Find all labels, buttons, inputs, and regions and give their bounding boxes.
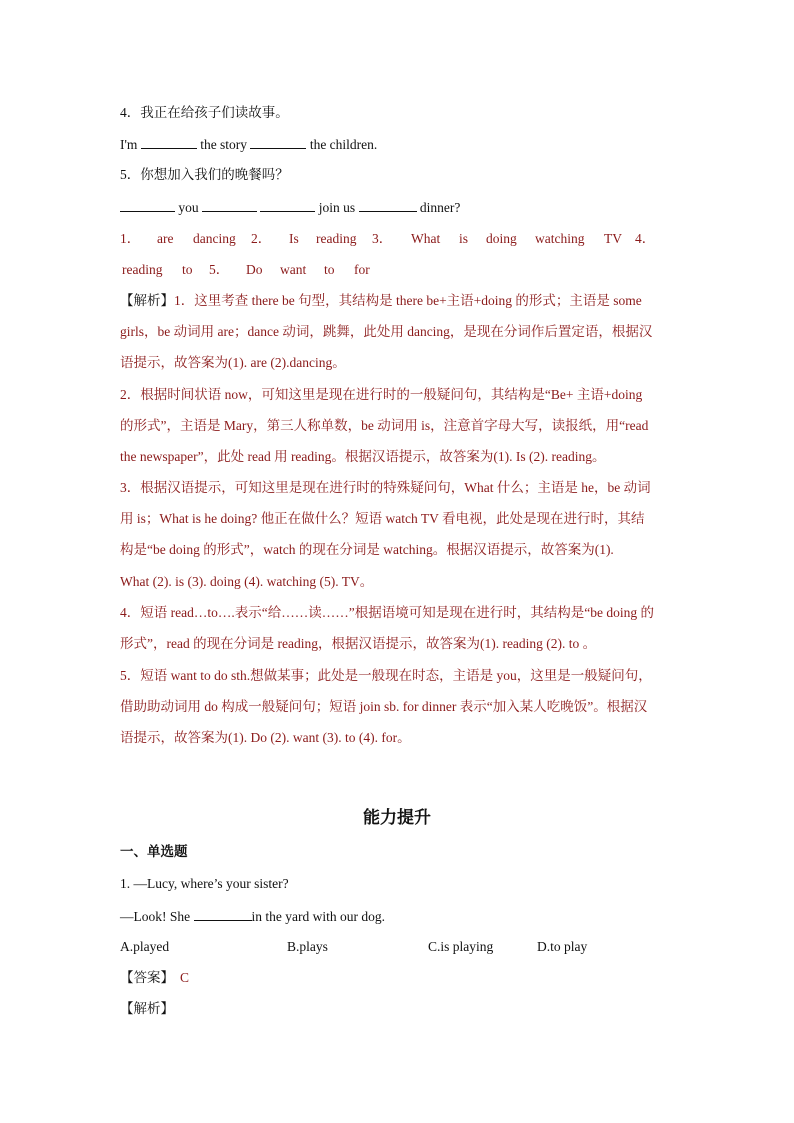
analysis-line: 语提示，故答案为(1). are (2).dancing。 [120, 355, 346, 370]
q5-chinese: 5．你想加入我们的晚餐吗？ [120, 167, 289, 182]
blank[interactable] [359, 199, 417, 212]
analysis-line: girls，be 动词用 are；dance 动词，跳舞，此处用 dancing，是现在分词作后置定语，根据汉 [120, 324, 653, 339]
analysis-line: 5．短语 want to do sth.想做某事；此处是一般现在时态，主语是 you，这里是一般疑问句， [120, 668, 652, 683]
answer-label: 【答案】 [120, 970, 174, 985]
mcq-dialogue: —Look! She in the yard with our dog. [120, 909, 385, 924]
analysis-line: What (2). is (3). doing (4). watching (5). TV。 [120, 574, 374, 589]
option-c[interactable]: C.is playing [428, 939, 494, 954]
mcq-question: 1. —Lucy, where’s your sister? [120, 876, 289, 891]
analysis-label: 【解析】 [120, 293, 174, 308]
analysis-line: 4．短语 read…to….表示“给……读……”根据语境可知是现在进行时，其结构是“be doing 的 [120, 605, 654, 620]
blank[interactable] [250, 136, 306, 149]
q4-english: I'm the story the children. [120, 137, 378, 152]
option-d[interactable]: D.to play [537, 939, 588, 954]
analysis-line: 用 is；What is he doing? 他正在做什么？短语 watch TV 看电视，此处是现在进行时，其结 [120, 511, 645, 526]
blank[interactable] [260, 199, 315, 212]
blank[interactable] [194, 908, 252, 921]
section-subtitle: 一、单选题 [120, 844, 188, 859]
analysis-line: 3．根据汉语提示，可知这里是现在进行时的特殊疑问句，What 什么；主语是 he，be 动词 [120, 480, 651, 495]
analysis-line: 【解析】1．这里考查 there be 句型，其结构是 there be+主语+doing 的形式；主语是 some [120, 293, 642, 308]
answer-value: C [180, 970, 190, 985]
blank[interactable] [202, 199, 257, 212]
option-a[interactable]: A.played [120, 939, 170, 954]
mcq-answer [120, 970, 189, 986]
analysis-line: 的形式”，主语是 Mary，第三人称单数，be 动词用 is，注意首字母大写，读报纸，用“read [120, 418, 649, 433]
analysis-line: 2．根据时间状语 now，可知这里是现在进行时的一般疑问句，其结构是“Be+ 主语+doing [120, 387, 643, 402]
analysis-line: 形式”，read 的现在分词是 reading，根据汉语提示，故答案为(1). reading (2). to 。 [120, 636, 597, 651]
option-b[interactable]: B.plays [287, 939, 328, 954]
mcq-analysis-label: 【解析】 [120, 1001, 174, 1016]
analysis-line: 构是“be doing 的形式”，watch 的现在分词是 watching。根据汉语提示，故答案为(1). [120, 542, 614, 557]
q5-english: you join us dinner? [120, 199, 460, 216]
q4-chinese: 4．我正在给孩子们读故事。 [120, 105, 289, 120]
analysis-line: 语提示，故答案为(1). Do (2). want (3). to (4). for。 [120, 730, 411, 745]
analysis-line: the newspaper”，此处 read 用 reading。根据汉语提示，故答案为(1). Is (2). reading。 [120, 449, 606, 464]
blank[interactable] [141, 136, 197, 149]
section-title: 能力提升 [363, 808, 431, 827]
analysis-line: 借助助动词用 do 构成一般疑问句；短语 join sb. for dinner 表示“加入某人吃晚饭”。根据汉 [120, 699, 648, 714]
blank[interactable] [120, 199, 175, 212]
